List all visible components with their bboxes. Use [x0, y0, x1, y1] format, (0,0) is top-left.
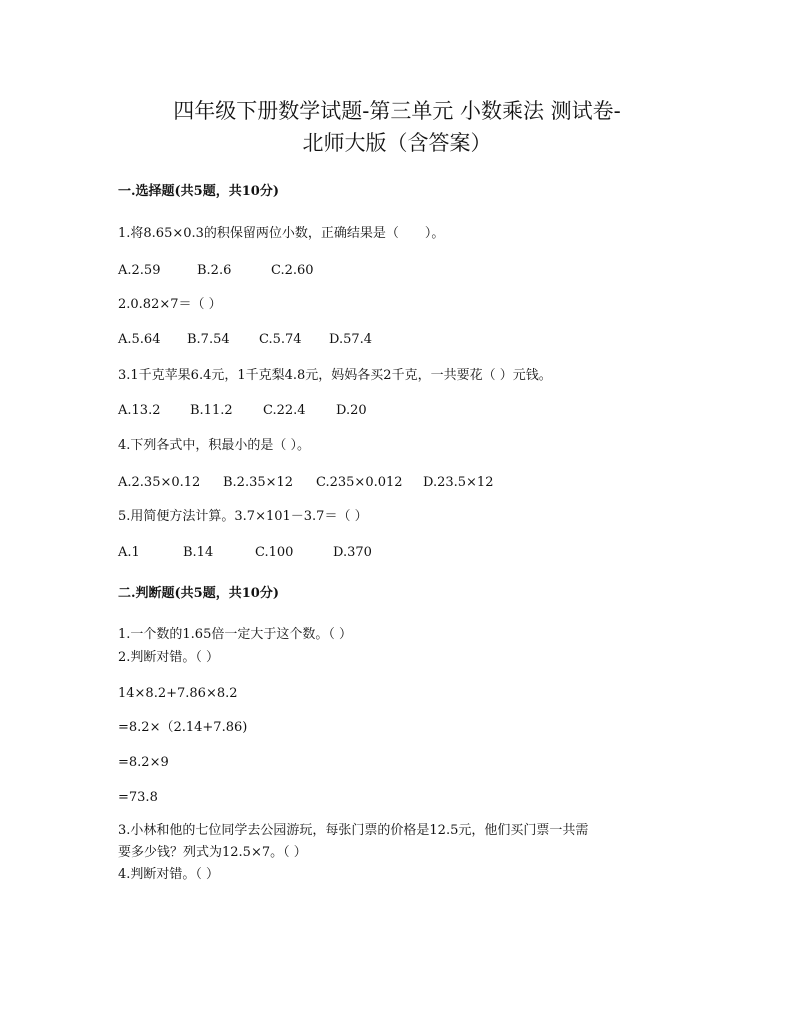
option-d: D.23.5×12	[423, 475, 494, 490]
option-c: C.2.60	[271, 263, 314, 278]
option-a: A.13.2	[118, 403, 161, 418]
option-a: A.2.59	[118, 263, 161, 278]
option-c: C.100	[255, 545, 294, 560]
option-b: B.2.35×12	[223, 475, 294, 490]
option-b: B.11.2	[190, 403, 233, 418]
calc-step-3: =8.2×9	[118, 755, 169, 770]
document-title-line-2: 北师大版（含答案）	[302, 131, 492, 155]
question-1: 1.将8.65×0.3的积保留两位小数，正确结果是（ ）。	[118, 226, 445, 241]
judge-question-1: 1.一个数的1.65倍一定大于这个数。（ ）	[118, 627, 352, 642]
question-5: 5.用简便方法计算。3.7×101－3.7＝（ ）	[118, 509, 368, 524]
judge-question-2: 2.判断对错。（ ）	[118, 650, 220, 665]
option-c: C.5.74	[259, 332, 302, 347]
calc-step-4: =73.8	[118, 790, 158, 805]
option-b: B.14	[183, 545, 214, 560]
option-b: B.2.6	[197, 263, 232, 278]
question-2: 2.0.82×7＝（ ）	[118, 297, 222, 312]
option-d: D.57.4	[329, 332, 373, 347]
option-c: C.22.4	[263, 403, 306, 418]
document-title-line-1: 四年级下册数学试题-第三单元 小数乘法 测试卷-	[173, 99, 621, 123]
section-heading-true-false: 二.判断题(共5题，共10分)	[118, 586, 279, 601]
option-c: C.235×0.012	[316, 475, 403, 490]
question-4: 4.下列各式中，积最小的是（ ）。	[118, 438, 311, 453]
judge-question-3-line-2: 要多少钱？列式为12.5×7。（ ）	[118, 845, 307, 860]
option-a: A.2.35×0.12	[118, 475, 201, 490]
question-3: 3.1千克苹果6.4元，1千克梨4.8元，妈妈各买2千克，一共要花（ ）元钱。	[118, 368, 552, 383]
calc-step-1: 14×8.2+7.86×8.2	[118, 686, 238, 701]
option-a: A.1	[118, 545, 140, 560]
option-d: D.20	[336, 403, 367, 418]
option-d: D.370	[333, 545, 372, 560]
calc-step-2: =8.2×（2.14+7.86)	[118, 720, 248, 735]
option-b: B.7.54	[187, 332, 230, 347]
section-heading-choice: 一.选择题(共5题，共10分)	[118, 184, 279, 199]
judge-question-4: 4.判断对错。（ ）	[118, 867, 220, 882]
option-a: A.5.64	[118, 332, 161, 347]
judge-question-3-line-1: 3.小林和他的七位同学去公园游玩，每张门票的价格是12.5元，他们买门票一共需	[118, 823, 589, 838]
